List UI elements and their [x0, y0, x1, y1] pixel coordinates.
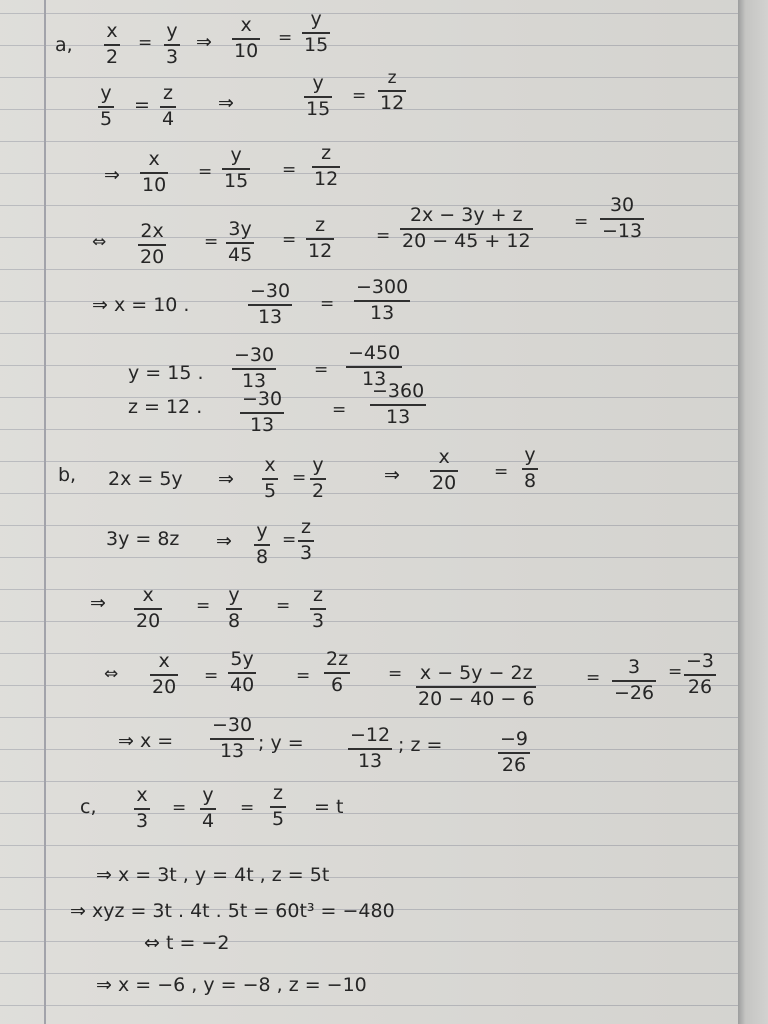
numerator: 2z	[326, 648, 349, 670]
equals-sign: =	[282, 230, 297, 250]
fraction	[226, 220, 254, 265]
denominator: 13	[241, 369, 267, 392]
page-edge	[738, 0, 768, 1024]
fraction	[232, 16, 260, 61]
numerator: y	[524, 444, 536, 466]
equation-lhs: y = 15 .	[128, 362, 204, 384]
denominator: −26	[614, 681, 655, 704]
denominator: 45	[228, 243, 253, 266]
numerator: −300	[356, 276, 409, 298]
fraction	[600, 196, 644, 241]
denominator: 20	[152, 675, 177, 698]
fraction	[324, 650, 350, 695]
denominator: 2	[106, 45, 119, 68]
separator: ; z =	[398, 734, 443, 756]
implies-sign: ⇒	[218, 468, 234, 490]
numerator: x	[106, 20, 118, 42]
equals-sign: =	[134, 94, 150, 116]
equals-sign: =	[172, 798, 187, 818]
numerator: z	[313, 584, 324, 606]
equals-sign: =	[138, 33, 153, 53]
fraction	[306, 216, 334, 261]
numerator: 2x − 3y + z	[409, 204, 523, 226]
fraction	[138, 222, 166, 267]
numerator: 5y	[230, 648, 254, 670]
equals-sign: =	[494, 462, 509, 482]
fraction	[262, 456, 278, 501]
numerator: z	[387, 68, 397, 88]
fraction	[612, 658, 656, 703]
solution-line: ⇒ xyz = 3t . 4t . 5t = 60t³ = −480	[70, 900, 395, 922]
denominator: 5	[264, 479, 277, 502]
equals-sign: =	[282, 160, 297, 180]
equals-sign: =	[240, 798, 255, 818]
fraction	[310, 456, 326, 501]
numerator: y	[230, 144, 242, 166]
equation-lhs: z = 12 .	[128, 396, 203, 418]
denominator: 6	[330, 673, 344, 696]
denominator: 5	[272, 807, 285, 830]
implies-sign: ⇒	[196, 31, 212, 53]
equation-lhs: 3y = 8z	[106, 528, 180, 550]
equals-sign: =	[198, 162, 213, 182]
numerator: −30	[212, 714, 253, 736]
fraction	[200, 786, 216, 831]
iff-sign: ⇔	[92, 232, 107, 252]
separator: ; y =	[258, 732, 304, 754]
equals-sign: =	[376, 226, 391, 246]
numerator: y	[312, 454, 324, 476]
denominator: 13	[257, 305, 283, 328]
fraction	[248, 282, 292, 327]
denominator: 3	[136, 809, 149, 832]
fraction	[498, 730, 530, 775]
numerator: y	[166, 20, 178, 42]
fraction	[310, 586, 326, 631]
numerator: x	[158, 650, 170, 672]
numerator: z	[301, 516, 312, 538]
numerator: x	[148, 148, 160, 170]
solution-line: ⇒ x = −6 , y = −8 , z = −10	[96, 974, 367, 996]
equals-sign: =	[196, 596, 211, 616]
denominator: 8	[524, 469, 537, 492]
numerator: x	[142, 584, 154, 606]
fraction	[312, 144, 340, 189]
numerator: z	[163, 82, 174, 104]
equals-sign: =	[574, 212, 589, 232]
numerator: −3	[686, 650, 715, 672]
fraction	[298, 518, 314, 563]
equation-lhs: ⇒ x =	[118, 730, 174, 752]
denominator: 13	[370, 301, 395, 324]
numerator: −360	[372, 380, 425, 402]
equals-sign: =	[388, 664, 403, 684]
numerator: −30	[250, 280, 291, 302]
fraction	[222, 146, 250, 191]
denominator: 13	[357, 749, 383, 772]
iff-sign: ⇔	[104, 664, 119, 684]
numerator: −30	[242, 388, 283, 410]
denominator: 12	[308, 239, 333, 262]
denominator: 13	[362, 367, 387, 390]
equals-sign: =	[278, 28, 293, 48]
numerator: 30	[609, 194, 635, 216]
equation-lhs: 2x = 5y	[108, 468, 183, 490]
denominator: 12	[314, 167, 339, 190]
numerator: −30	[234, 344, 275, 366]
equals-sign: =	[586, 668, 601, 688]
numerator: z	[315, 214, 326, 236]
numerator: y	[312, 72, 324, 94]
numerator: 3y	[228, 218, 252, 240]
fraction	[254, 522, 270, 567]
denominator: 10	[234, 39, 259, 62]
fraction	[140, 150, 168, 195]
solution-line: ⇒ x = 3t , y = 4t , z = 5t	[96, 864, 330, 886]
equation-lhs: ⇒ x = 10 .	[92, 294, 190, 316]
denominator: 4	[202, 809, 215, 832]
fraction	[210, 716, 254, 761]
equals-sign: =	[352, 86, 367, 106]
denominator: 15	[306, 97, 331, 120]
implies-sign: ⇒	[216, 530, 232, 552]
margin-line	[44, 0, 46, 1024]
equals-sign: =	[314, 360, 329, 380]
equals-sign: =	[276, 596, 291, 616]
denominator: 3	[312, 609, 325, 632]
equation-tail: = t	[314, 796, 344, 818]
numerator: x	[136, 784, 148, 806]
fraction	[416, 664, 536, 709]
denominator: 15	[304, 33, 329, 56]
fraction	[348, 726, 392, 771]
numerator: −9	[500, 728, 529, 750]
denominator: 10	[142, 173, 167, 196]
numerator: 3	[628, 656, 641, 678]
denominator: 20 − 40 − 6	[418, 687, 535, 710]
fraction	[150, 652, 178, 697]
denominator: 15	[224, 169, 249, 192]
implies-sign: ⇒	[384, 464, 400, 486]
denominator: 3	[300, 541, 313, 564]
part-b-label: b,	[58, 464, 77, 486]
numerator: −450	[348, 342, 401, 364]
numerator: x − 5y − 2z	[419, 662, 533, 684]
equals-sign: =	[204, 666, 219, 686]
fraction	[232, 346, 276, 391]
denominator: 8	[256, 545, 269, 568]
numerator: y	[228, 584, 240, 606]
fraction	[430, 448, 458, 493]
equals-sign: =	[332, 400, 347, 420]
denominator: 26	[501, 753, 527, 776]
numerator: z	[321, 142, 332, 164]
denominator: 4	[162, 107, 175, 130]
denominator: 2	[312, 479, 325, 502]
numerator: −12	[350, 724, 391, 746]
solution-line: ⇔ t = −2	[144, 932, 230, 954]
fraction	[98, 84, 114, 129]
denominator: 20	[140, 245, 165, 268]
equals-sign: =	[204, 232, 219, 252]
numerator: x	[240, 14, 252, 36]
equals-sign: =	[668, 662, 683, 682]
fraction	[270, 784, 286, 829]
fraction	[370, 382, 426, 427]
part-c-label: c,	[80, 796, 97, 818]
denominator: 13	[219, 739, 245, 762]
fraction	[400, 206, 533, 251]
numerator: y	[100, 82, 112, 104]
fraction	[684, 652, 716, 697]
numerator: x	[264, 454, 276, 476]
numerator: z	[273, 782, 284, 804]
equals-sign: =	[292, 468, 307, 488]
fraction	[378, 70, 406, 113]
denominator: 26	[687, 675, 713, 698]
fraction	[226, 586, 242, 631]
fraction	[134, 586, 162, 631]
equals-sign: =	[296, 666, 311, 686]
denominator: 13	[386, 405, 411, 428]
equals-sign: =	[282, 530, 297, 550]
denominator: 5	[100, 107, 113, 130]
implies-sign: ⇒	[90, 592, 106, 614]
fraction	[134, 786, 150, 831]
numerator: x	[438, 446, 450, 468]
denominator: 8	[228, 609, 241, 632]
denominator: 12	[380, 91, 405, 114]
implies-sign: ⇒	[104, 164, 120, 186]
fraction	[304, 74, 332, 119]
fraction	[104, 22, 120, 67]
fraction	[522, 446, 538, 491]
denominator: 20 − 45 + 12	[402, 229, 531, 252]
denominator: 13	[249, 413, 275, 436]
fraction	[160, 84, 176, 129]
equals-sign: =	[320, 294, 335, 314]
denominator: 20	[136, 609, 161, 632]
numerator: y	[202, 784, 214, 806]
denominator: 40	[230, 673, 255, 696]
part-a-label: a,	[55, 34, 73, 56]
fraction	[240, 390, 284, 435]
fraction	[302, 10, 330, 55]
numerator: y	[256, 520, 268, 542]
denominator: 3	[166, 45, 179, 68]
implies-sign: ⇒	[218, 92, 234, 114]
fraction	[164, 22, 180, 67]
fraction	[354, 278, 410, 323]
fraction	[228, 650, 256, 695]
numerator: 2x	[140, 220, 164, 242]
denominator: 20	[432, 471, 457, 494]
numerator: y	[310, 8, 322, 30]
denominator: −13	[602, 219, 643, 242]
